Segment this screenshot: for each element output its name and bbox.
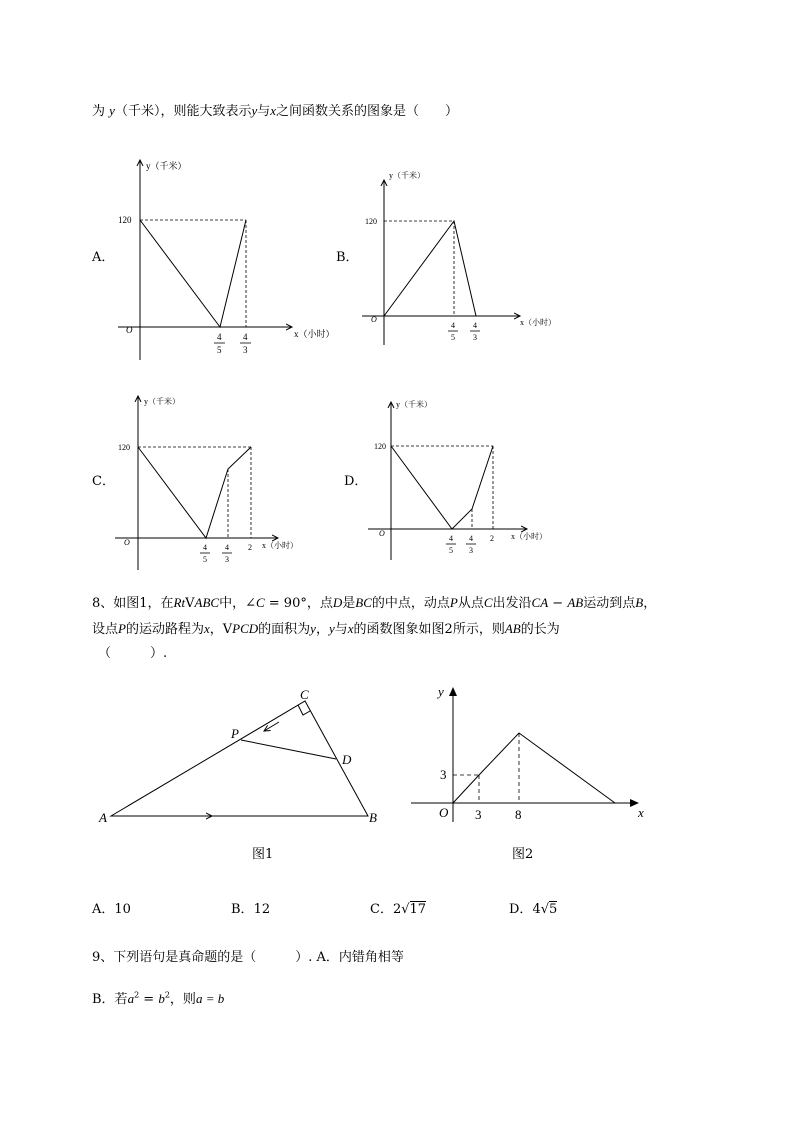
q8-line2-seg: 的函数图象如图2所示，则 bbox=[353, 622, 505, 637]
x-value-8: 8 bbox=[515, 807, 522, 822]
q8-line1-seg: B bbox=[635, 595, 644, 610]
y-axis-label: y bbox=[438, 684, 444, 699]
q8-line2-seg: 与 bbox=[334, 622, 348, 637]
x-axis-label: x bbox=[638, 805, 644, 820]
tick-denominator-1: 5 bbox=[449, 546, 453, 555]
q8-line1-seg: CA bbox=[531, 595, 549, 610]
tick-numerator-1: 4 bbox=[449, 534, 453, 543]
point-p: P bbox=[231, 726, 239, 741]
x-axis-label: x（小时） bbox=[262, 541, 298, 550]
q8-line1-seg: 出发沿 bbox=[492, 596, 532, 611]
q8-line2-seg: y bbox=[310, 621, 316, 636]
origin-label: O bbox=[371, 315, 377, 324]
tick-int-2: 2 bbox=[490, 534, 494, 543]
vertex-b: B bbox=[369, 810, 377, 825]
q8-line1-seg: 运动到点 bbox=[583, 596, 636, 611]
q8-line1-seg: BC bbox=[355, 595, 372, 610]
y-value-120: 120 bbox=[118, 215, 132, 225]
q8-line2-seg: x bbox=[347, 621, 354, 636]
tick-numerator-1: 4 bbox=[217, 332, 222, 342]
sqrt-symbol: √ bbox=[540, 902, 550, 917]
vertex-a: A bbox=[99, 810, 107, 825]
q7-option-a-label: A． bbox=[92, 250, 115, 265]
tick-denominator-1: 5 bbox=[203, 555, 207, 564]
q8-line1-seg: 的中点，动点 bbox=[371, 596, 450, 611]
q8-line1-seg: C bbox=[483, 595, 493, 610]
tick-numerator-1: 4 bbox=[451, 321, 455, 330]
q8-line2-seg: y bbox=[328, 621, 335, 636]
q8-option-a[interactable]: A．10 bbox=[92, 902, 131, 917]
origin-label: O bbox=[124, 538, 130, 547]
q8-line1-seg: AB bbox=[567, 595, 584, 610]
q8-line1-seg: D bbox=[332, 595, 343, 610]
q8-line2-seg: 的运动路程为 bbox=[125, 622, 204, 637]
tick-denominator-2: 3 bbox=[469, 546, 473, 555]
tick-denominator-1: 5 bbox=[217, 345, 222, 355]
origin-label: O bbox=[439, 805, 449, 820]
q8-line2-seg: ，V bbox=[209, 622, 233, 637]
y-value-120: 120 bbox=[118, 443, 130, 452]
y-axis-label: y（千米） bbox=[389, 171, 425, 180]
q9-stem-line1: 9、下列语句是真命题的是（ ）. A．内错角相等 bbox=[92, 950, 404, 965]
q8-line1-seg: − bbox=[548, 596, 568, 611]
q8-line1-seg: = 90°，点 bbox=[264, 596, 333, 611]
point-d: D bbox=[342, 752, 352, 767]
q8-line2-seg: 的长为 bbox=[520, 622, 560, 637]
q8-line1-seg: 8、如图1，在 bbox=[92, 596, 174, 611]
q8-line2-seg: x bbox=[203, 621, 210, 636]
graph-line bbox=[453, 733, 615, 803]
x-value-3: 3 bbox=[475, 807, 482, 822]
q8-line1-seg: ABC bbox=[194, 595, 220, 610]
q8-line2-seg: AB bbox=[504, 621, 521, 636]
tick-numerator-2: 4 bbox=[473, 321, 477, 330]
y-axis-label: y（千米） bbox=[146, 161, 187, 171]
q8-line2-seg: 设点 bbox=[92, 622, 119, 637]
q8-line2-seg: ， bbox=[315, 622, 329, 637]
x-axis-label: x（小时） bbox=[520, 318, 556, 327]
tick-numerator-1: 4 bbox=[203, 543, 207, 552]
q8-line1-seg: 从点 bbox=[457, 596, 484, 611]
q8-line2-seg: PCD bbox=[232, 621, 259, 636]
tick-numerator-2: 4 bbox=[243, 332, 248, 342]
q8-line1-seg: ， bbox=[643, 596, 657, 611]
vertex-c: C bbox=[300, 687, 309, 702]
tick-denominator-2: 3 bbox=[243, 345, 248, 355]
tick-int-2: 2 bbox=[248, 543, 252, 552]
x-axis-label: x（小时） bbox=[294, 329, 335, 339]
q7-stem: 为 y（千米），则能大致表示y与x之间函数关系的图象是（ ） bbox=[92, 103, 459, 119]
q8-option-c[interactable]: C．2√17 bbox=[370, 902, 427, 917]
origin-label: O bbox=[379, 529, 385, 538]
y-axis-label: y（千米） bbox=[396, 400, 432, 409]
figure-2-caption: 图2 bbox=[512, 847, 534, 862]
q9-stem-line2: B．若$a^2 = b^2$，则a = b bbox=[92, 990, 225, 1007]
q7-option-d-label: D． bbox=[344, 474, 368, 489]
y-value-3: 3 bbox=[440, 767, 447, 782]
x-axis-label: x（小时） bbox=[511, 532, 547, 541]
y-value-120: 120 bbox=[374, 442, 386, 451]
q8-stem-line3: （ ）. bbox=[98, 646, 168, 661]
q7-option-b-label: B． bbox=[336, 250, 359, 265]
q8-line1-seg: V bbox=[185, 596, 195, 611]
q8-line1-seg: Rt bbox=[173, 595, 186, 610]
q8-option-b[interactable]: B．12 bbox=[231, 902, 271, 917]
sqrt-symbol: √ bbox=[401, 902, 410, 917]
y-axis-label: y（千米） bbox=[144, 397, 180, 406]
q8-line1-seg: 是 bbox=[342, 596, 356, 611]
q8-line1-seg: C bbox=[255, 595, 265, 610]
q8-line1-seg: 中，∠ bbox=[219, 596, 256, 611]
tick-denominator-1: 5 bbox=[451, 333, 455, 342]
figure-1-caption: 图1 bbox=[252, 847, 274, 862]
q8-line2-seg: P bbox=[118, 621, 126, 636]
y-value-120: 120 bbox=[365, 217, 377, 226]
q8-line2-seg: 的面积为 bbox=[258, 622, 311, 637]
q8-option-d[interactable]: D．4√5 bbox=[509, 902, 558, 917]
tick-denominator-2: 3 bbox=[225, 555, 229, 564]
tick-numerator-2: 4 bbox=[225, 543, 229, 552]
q7-option-c-label: C． bbox=[92, 474, 115, 489]
tick-numerator-2: 4 bbox=[469, 534, 473, 543]
q8-line1-seg: P bbox=[449, 595, 458, 610]
tick-denominator-2: 3 bbox=[473, 333, 477, 342]
origin-label: O bbox=[126, 325, 133, 335]
